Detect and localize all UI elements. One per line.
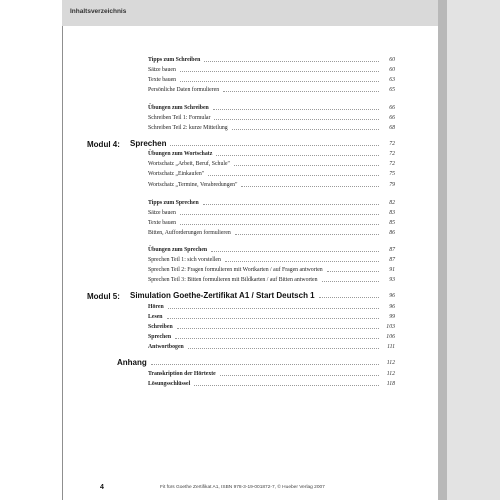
toc-entry-page: 91 [389, 267, 395, 273]
toc-entry-title: Antwortbogen [148, 344, 184, 350]
toc-leader-dots [203, 204, 379, 205]
toc-leader-dots [232, 129, 379, 130]
toc-entry-page: 93 [389, 277, 395, 283]
toc-entry [0, 86, 500, 95]
toc-entry-title: Schreiben Teil 2: kurze Mitteilung [148, 125, 228, 131]
toc-entry-page: 79 [389, 182, 395, 188]
toc-entry-title: Wortschatz „Einkaufen" [148, 171, 205, 177]
toc-leader-dots [322, 281, 379, 282]
toc-entry-page: 75 [389, 171, 395, 177]
toc-entry-title: Lösungsschlüssel [148, 381, 191, 387]
toc-entry-page: 72 [389, 161, 395, 167]
toc-entry-page: 65 [389, 87, 395, 93]
imprint-line: Fit fürs Goethe Zertifikat A1, ISBN 978-3-19-001872-7, © Hueber Verlag 2007 [160, 485, 325, 490]
toc-entry [0, 266, 500, 275]
toc-entry [0, 276, 500, 285]
toc-leader-dots [220, 375, 379, 376]
toc-entry [0, 56, 500, 65]
toc-entry [0, 76, 500, 85]
toc-leader-dots [180, 214, 379, 215]
toc-entry [0, 209, 500, 218]
toc-entry-title: Simulation Goethe-Zertifikat A1 / Start Deutsch 1 [130, 291, 315, 300]
toc-entry-title: Übungen zum Wortschatz [148, 151, 213, 157]
toc-leader-dots [177, 328, 379, 329]
toc-entry [0, 104, 500, 113]
toc-entry [0, 380, 500, 389]
toc-leader-dots [327, 271, 379, 272]
toc-entry-page: 87 [389, 247, 395, 253]
toc-entry [0, 359, 500, 368]
toc-entry [0, 150, 500, 159]
toc-entry-title: Sprechen [148, 334, 172, 340]
toc-entry-title: Schreiben [148, 324, 173, 330]
toc-entry-title: Lesen [148, 314, 163, 320]
toc-entry-page: 96 [389, 293, 395, 299]
toc-entry [0, 256, 500, 265]
toc-entry-page: 63 [389, 77, 395, 83]
toc-entry-page: 118 [386, 381, 395, 387]
toc-entry-title: Sprechen Teil 3: Bitten formulieren mit Bildkarten / auf Bitten antworten [148, 277, 318, 283]
toc-entry-page: 60 [389, 67, 395, 73]
toc-leader-dots [175, 338, 379, 339]
toc-entry [0, 219, 500, 228]
toc-entry-title: Transkription der Hörtexte [148, 371, 216, 377]
toc-entry-title: Hören [148, 304, 164, 310]
toc-leader-dots [211, 251, 379, 252]
toc-entry [0, 124, 500, 133]
toc-leader-dots [168, 308, 379, 309]
toc-leader-dots [234, 165, 379, 166]
toc-entry-page: 96 [389, 304, 395, 310]
toc-entry-page: 60 [389, 57, 395, 63]
toc-entry-page: 83 [389, 210, 395, 216]
toc-entry-title: Übungen zum Schreiben [148, 105, 209, 111]
toc-entry-title: Sprechen Teil 2: Fragen formulieren mit Wortkarten / auf Fragen antworten [148, 267, 323, 273]
module-label-4: Modul 4: [87, 140, 120, 149]
toc-leader-dots [170, 145, 379, 146]
header-band [62, 0, 438, 26]
toc-entry [0, 181, 500, 190]
toc-entry-title: Texte bauen [148, 220, 177, 226]
toc-entry-title: Sätze bauen [148, 210, 176, 216]
toc-leader-dots [319, 297, 379, 298]
toc-leader-dots [213, 109, 379, 110]
toc-entry [0, 246, 500, 255]
toc-entry-title: Anhang [117, 358, 147, 367]
toc-entry-page: 66 [389, 105, 395, 111]
toc-leader-dots [216, 155, 379, 156]
toc-entry-title: Übungen zum Sprechen [148, 247, 208, 253]
page-number: 4 [100, 484, 104, 491]
toc-entry-title: Sätze bauen [148, 67, 176, 73]
toc-leader-dots [167, 318, 379, 319]
toc-entry [0, 370, 500, 379]
toc-entry-page: 72 [389, 141, 395, 147]
toc-leader-dots [241, 186, 379, 187]
toc-entry-page: 85 [389, 220, 395, 226]
toc-entry [0, 323, 500, 332]
toc-entry-page: 112 [386, 360, 395, 366]
toc-entry [0, 170, 500, 179]
toc-entry-page: 66 [389, 115, 395, 121]
toc-leader-dots [151, 364, 379, 365]
toc-entry-page: 106 [386, 334, 395, 340]
toc-leader-dots [208, 175, 379, 176]
page-header-title: Inhaltsverzeichnis [70, 8, 127, 15]
toc-entry-page: 111 [387, 344, 395, 350]
toc-entry-title: Wortschatz „Termine, Verabredungen" [148, 182, 238, 188]
toc-entry-title: Bitten, Aufforderungen formulieren [148, 230, 231, 236]
toc-entry-page: 99 [389, 314, 395, 320]
toc-leader-dots [204, 61, 379, 62]
toc-leader-dots [225, 261, 379, 262]
toc-entry [0, 292, 500, 301]
toc-entry-title: Sprechen [130, 139, 167, 148]
toc-entry-title: Wortschatz „Arbeit, Beruf, Schule" [148, 161, 230, 167]
toc-entry-page: 72 [389, 151, 395, 157]
toc-entry-page: 87 [389, 257, 395, 263]
toc-leader-dots [194, 385, 379, 386]
toc-leader-dots [188, 348, 379, 349]
toc-entry [0, 313, 500, 322]
toc-entry-page: 82 [389, 200, 395, 206]
toc-entry [0, 343, 500, 352]
toc-leader-dots [214, 119, 379, 120]
toc-leader-dots [180, 81, 379, 82]
toc-entry [0, 160, 500, 169]
module-label-5: Modul 5: [87, 292, 120, 301]
toc-entry-title: Schreiben Teil 1: Formular [148, 115, 211, 121]
toc-entry-page: 112 [386, 371, 395, 377]
toc-entry-title: Tipps zum Sprechen [148, 200, 199, 206]
toc-entry [0, 199, 500, 208]
toc-leader-dots [235, 234, 379, 235]
toc-entry [0, 114, 500, 123]
toc-entry-title: Texte bauen [148, 77, 177, 83]
toc-leader-dots [180, 71, 379, 72]
toc-entry-page: 68 [389, 125, 395, 131]
toc-entry-title: Persönliche Daten formulieren [148, 87, 220, 93]
toc-entry [0, 229, 500, 238]
toc-entry [0, 303, 500, 312]
toc-entry [0, 66, 500, 75]
toc-leader-dots [223, 91, 379, 92]
toc-entry [0, 333, 500, 342]
toc-entry-title: Sprechen Teil 1: sich vorstellen [148, 257, 221, 263]
toc-leader-dots [180, 224, 379, 225]
toc-entry-page: 103 [386, 324, 395, 330]
toc-entry-page: 86 [389, 230, 395, 236]
toc-entry-title: Tipps zum Schreiben [148, 57, 201, 63]
toc-entry [0, 140, 500, 149]
